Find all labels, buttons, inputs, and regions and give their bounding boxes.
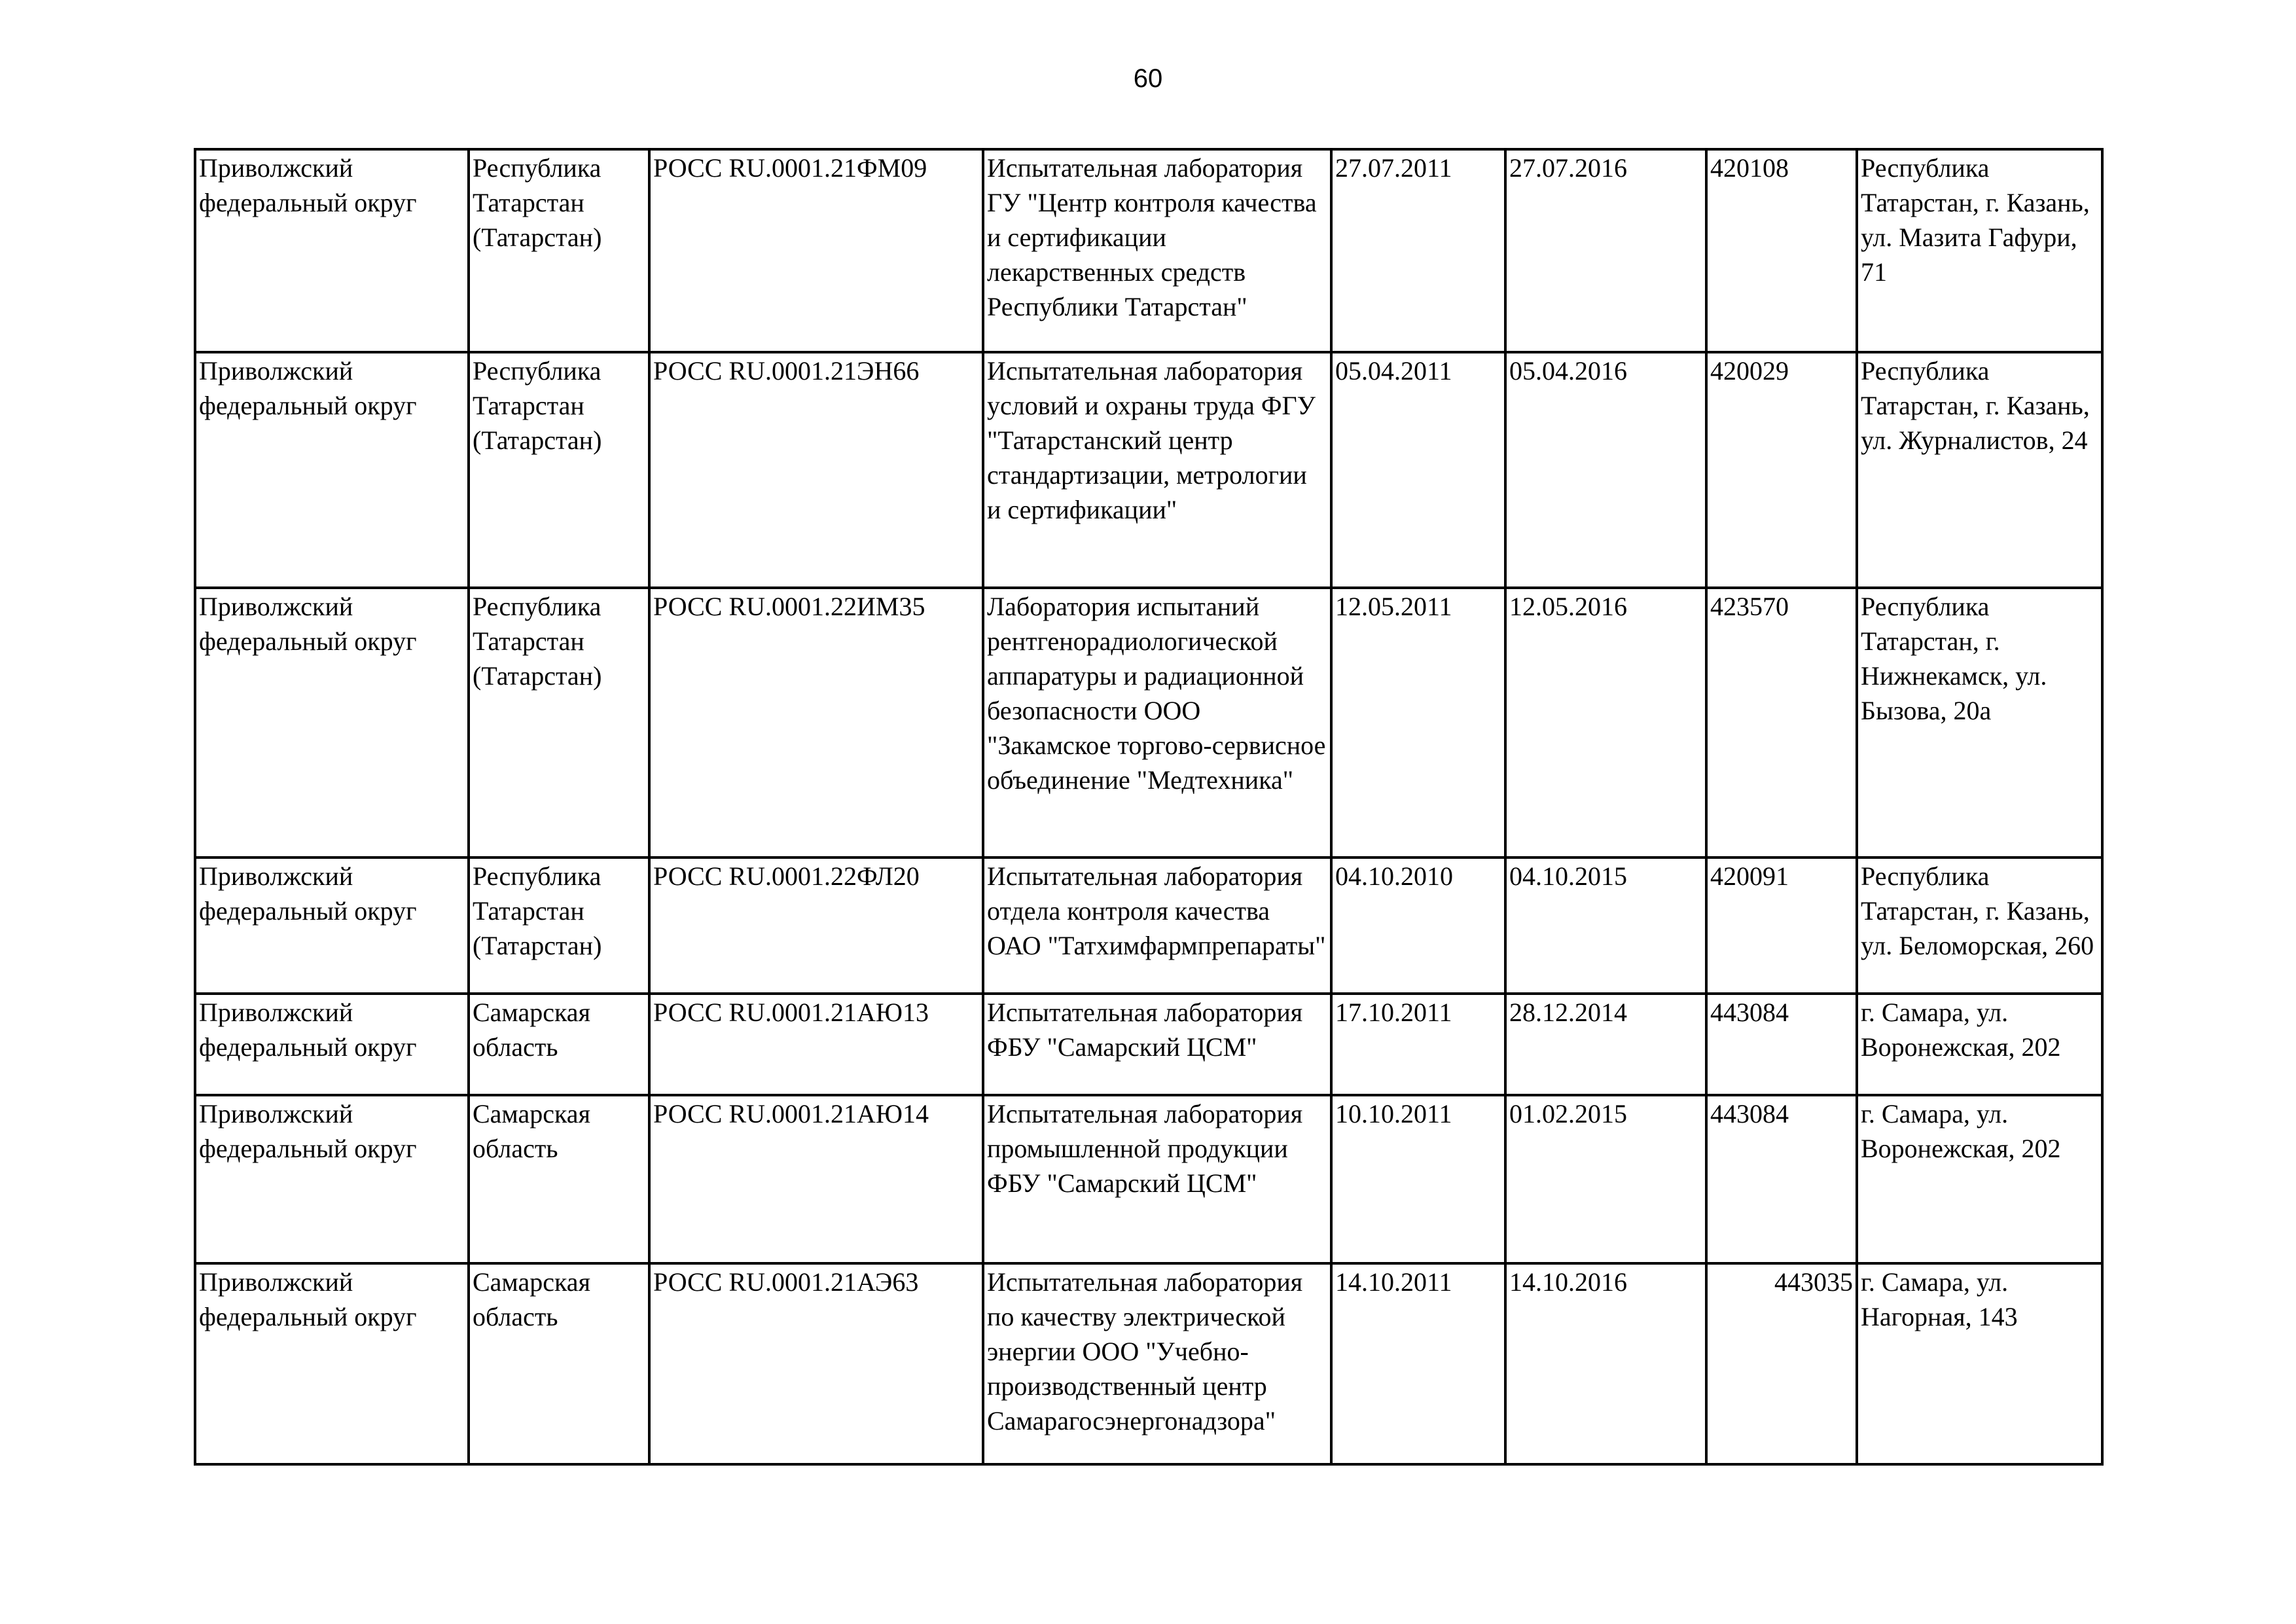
address-cell: Республика Татарстан, г. Казань, ул. Журналистов, 24 bbox=[1857, 352, 2102, 588]
district-cell: Приволжский федеральный округ bbox=[195, 1095, 469, 1263]
postcode-cell: 423570 bbox=[1706, 588, 1857, 857]
postcode-cell: 420108 bbox=[1706, 149, 1857, 352]
address-cell: г. Самара, ул. Нагорная, 143 bbox=[1857, 1263, 2102, 1464]
accreditation-number-cell: РОСС RU.0001.21АЭ63 bbox=[649, 1263, 983, 1464]
date-from-cell: 10.10.2011 bbox=[1331, 1095, 1505, 1263]
district-cell: Приволжский федеральный округ bbox=[195, 149, 469, 352]
address-cell: г. Самара, ул. Воронежская, 202 bbox=[1857, 994, 2102, 1095]
postcode-cell: 420029 bbox=[1706, 352, 1857, 588]
table-row bbox=[195, 1095, 2102, 1263]
laboratory-name-cell: Лаборатория испытаний рентгенорадиологической аппаратуры и радиационной безопасности ООО "Закамское торгово-сервисное объединение "Медтехника" bbox=[983, 588, 1331, 857]
address-cell: г. Самара, ул. Воронежская, 202 bbox=[1857, 1095, 2102, 1263]
region-cell: Республика Татарстан (Татарстан) bbox=[469, 588, 649, 857]
table-row bbox=[195, 1263, 2102, 1464]
region-cell: Республика Татарстан (Татарстан) bbox=[469, 352, 649, 588]
date-to-cell bbox=[1505, 857, 1706, 994]
table-row bbox=[195, 994, 2102, 1095]
table-row bbox=[195, 149, 2102, 352]
date-from-cell: 05.04.2011 bbox=[1331, 352, 1505, 588]
region-cell: Самарская область bbox=[469, 1263, 649, 1464]
district-cell: Приволжский федеральный округ bbox=[195, 352, 469, 588]
accreditation-number-cell: РОСС RU.0001.21АЮ13 bbox=[649, 994, 983, 1095]
date-from-cell: 14.10.2011 bbox=[1331, 1263, 1505, 1464]
date-to-cell: 01.02.2015 bbox=[1505, 1095, 1706, 1263]
date-to-cell: 28.12.2014 bbox=[1505, 994, 1706, 1095]
table-row bbox=[195, 352, 2102, 588]
region-cell: Самарская область bbox=[469, 994, 649, 1095]
postcode-cell bbox=[1706, 857, 1857, 994]
postcode-cell: 443035 bbox=[1706, 1263, 1857, 1464]
district-cell: Приволжский федеральный округ bbox=[195, 588, 469, 857]
laboratory-name-cell bbox=[983, 857, 1331, 994]
region-cell: Самарская область bbox=[469, 1095, 649, 1263]
laboratory-name-cell: Испытательная лаборатория по качеству электрической энергии ООО "Учебно-производственный центр Самарагосэнергонадзора" bbox=[983, 1263, 1331, 1464]
region-cell bbox=[469, 857, 649, 994]
cell-text: 04.10.2010 bbox=[1335, 861, 1453, 891]
region-cell: Республика Татарстан (Татарстан) bbox=[469, 149, 649, 352]
laboratory-registry-table bbox=[194, 148, 2104, 1466]
district-cell: Приволжский федеральный округ bbox=[195, 1263, 469, 1464]
district-cell bbox=[195, 857, 469, 994]
laboratory-name-cell: Испытательная лаборатория ФБУ "Самарский ЦСМ" bbox=[983, 994, 1331, 1095]
date-from-cell: 17.10.2011 bbox=[1331, 994, 1505, 1095]
address-cell: Республика Татарстан, г. Казань, ул. Мазита Гафури, 71 bbox=[1857, 149, 2102, 352]
accreditation-number-cell: РОСС RU.0001.22ИМ35 bbox=[649, 588, 983, 857]
laboratory-name-cell: Испытательная лаборатория ГУ "Центр контроля качества и сертификации лекарственных средств Республики Татарстан" bbox=[983, 149, 1331, 352]
address-cell: Республика Татарстан, г. Нижнекамск, ул. Бызова, 20а bbox=[1857, 588, 2102, 857]
date-from-cell bbox=[1331, 857, 1505, 994]
date-to-cell: 14.10.2016 bbox=[1505, 1263, 1706, 1464]
table-row bbox=[195, 588, 2102, 857]
cell-text: Приволжский федеральный округ bbox=[199, 861, 417, 926]
laboratory-name-cell: Испытательная лаборатория условий и охраны труда ФГУ "Татарстанский центр стандартизации, метрологии и сертификации" bbox=[983, 352, 1331, 588]
laboratory-name-cell: Испытательная лаборатория промышленной продукции ФБУ "Самарский ЦСМ" bbox=[983, 1095, 1331, 1263]
postcode-cell: 443084 bbox=[1706, 994, 1857, 1095]
date-from-cell: 27.07.2011 bbox=[1331, 149, 1505, 352]
address-cell bbox=[1857, 857, 2102, 994]
accreditation-number-cell: РОСС RU.0001.21АЮ14 bbox=[649, 1095, 983, 1263]
cell-text: 420091 bbox=[1710, 861, 1789, 891]
cell-text: Республика Татарстан, г. Казань, ул. Беломорская, 260 bbox=[1861, 861, 2094, 960]
page-number: 60 bbox=[1133, 64, 1163, 93]
accreditation-number-cell: РОСС RU.0001.21ЭН66 bbox=[649, 352, 983, 588]
district-cell: Приволжский федеральный округ bbox=[195, 994, 469, 1095]
table-row bbox=[195, 857, 2102, 994]
cell-text: Республика Татарстан (Татарстан) bbox=[473, 861, 602, 960]
accreditation-number-cell bbox=[649, 857, 983, 994]
accreditation-number-cell: РОСС RU.0001.21ФМ09 bbox=[649, 149, 983, 352]
cell-text: РОСС RU.0001.22ФЛ20 bbox=[653, 861, 920, 891]
date-to-cell: 12.05.2016 bbox=[1505, 588, 1706, 857]
date-to-cell: 05.04.2016 bbox=[1505, 352, 1706, 588]
cell-text: Испытательная лаборатория отдела контроля качества ОАО "Татхимфармпрепараты" bbox=[987, 861, 1326, 960]
cell-text: 04.10.2015 bbox=[1509, 861, 1627, 891]
postcode-cell: 443084 bbox=[1706, 1095, 1857, 1263]
date-from-cell: 12.05.2011 bbox=[1331, 588, 1505, 857]
date-to-cell: 27.07.2016 bbox=[1505, 149, 1706, 352]
